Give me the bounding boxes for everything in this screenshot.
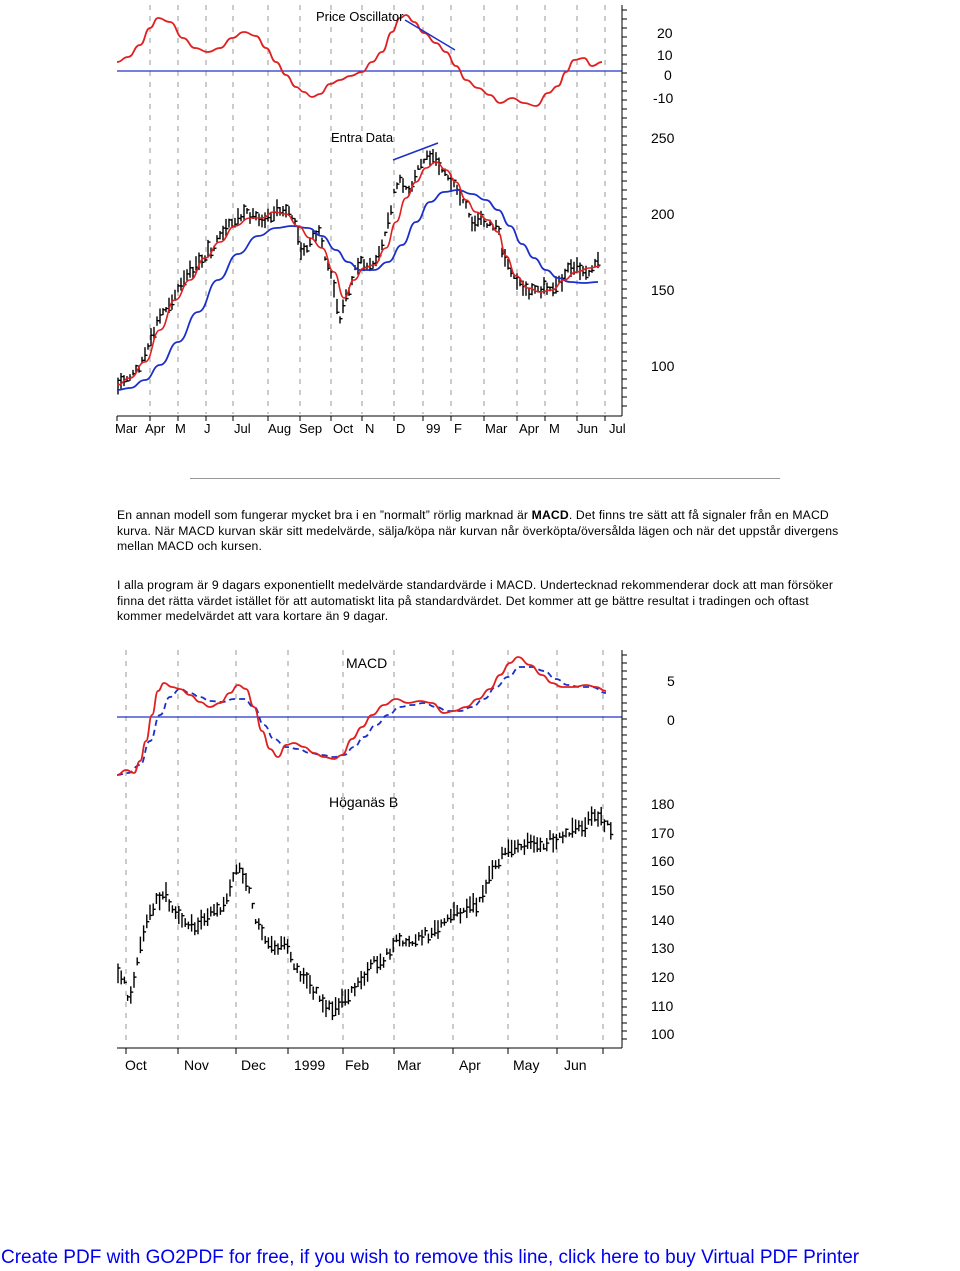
price-bar (524, 839, 527, 855)
entra-data-chart (0, 0, 960, 445)
price-bar (454, 902, 457, 921)
price-bar (160, 892, 163, 910)
price-bar (348, 989, 351, 1004)
price-bar (436, 152, 439, 166)
month-label: Oct (125, 1057, 147, 1073)
price-bar (550, 830, 553, 840)
price-bar (246, 873, 249, 891)
price-bar (322, 238, 325, 249)
price-bar (131, 986, 134, 1003)
price-bar (438, 920, 441, 939)
month-label: Jul (234, 421, 251, 436)
price-bar (368, 962, 371, 982)
price-bar (472, 217, 475, 232)
month-label: Apr (519, 421, 540, 436)
price-bar (535, 285, 538, 294)
hoganas-chart (0, 645, 960, 1080)
price-bar (195, 922, 198, 935)
price-bar (424, 159, 427, 164)
price-bar (256, 919, 259, 924)
price-bar (268, 937, 271, 949)
price-bar (568, 263, 571, 273)
price-bar (611, 822, 614, 840)
price-bar (275, 940, 278, 955)
price-bar (233, 872, 236, 882)
chart1-right-ticks (622, 10, 627, 406)
hoganas-price-panel (118, 794, 613, 1020)
price-bar (217, 902, 220, 916)
p1-text-end: . Det finns tre sätt att få signaler från en MACD kurva. När MACD kurvan skär sitt medelvärde, sälja/köpa när kurvan når överköpta/översålda lägen och när det uppstår divergens mellan MACD och kursen. (117, 508, 839, 553)
p1-bold-macd: MACD (531, 508, 569, 522)
p1-text-start: En annan modell som fungerar mycket bra i en ”normalt” rörlig marknad är (117, 508, 532, 522)
price-bar (528, 833, 531, 849)
price-bar (562, 274, 565, 292)
price-bar (547, 283, 550, 295)
month-label: J (204, 421, 211, 436)
price-bar (337, 299, 340, 314)
price-bar (385, 232, 388, 237)
price-bar (204, 913, 207, 926)
month-label: Apr (459, 1057, 481, 1073)
osc-tick-0: 0 (664, 67, 672, 83)
price-bar (435, 920, 438, 936)
price-bar (145, 347, 148, 361)
price-bar (249, 887, 252, 894)
price-bar (523, 281, 526, 296)
price-bar (577, 257, 580, 273)
price-bar (467, 899, 470, 918)
month-label: D (396, 421, 406, 436)
price-bar (486, 880, 489, 894)
price-bar (588, 812, 591, 825)
price-bar (236, 864, 239, 874)
price-bar (188, 922, 191, 930)
price-bar (163, 891, 166, 899)
price-bar (229, 219, 232, 228)
macd-title: MACD (346, 655, 388, 671)
price-bar (220, 907, 223, 915)
month-label: Jul (609, 421, 626, 436)
price-bar (487, 223, 490, 228)
chart2-month-labels (125, 1057, 587, 1073)
price-bar (358, 977, 361, 987)
month-label: Jun (564, 1057, 587, 1073)
price-bar (192, 914, 195, 931)
macd-signal-line (117, 667, 606, 775)
price-bar (252, 903, 255, 909)
hoganas-tick-140: 140 (651, 912, 675, 928)
price-bar (553, 833, 556, 852)
price-bar (118, 378, 121, 395)
price-bar (432, 928, 435, 938)
price-bar (394, 189, 397, 194)
price-bar (499, 859, 502, 869)
price-oscillator-line (117, 15, 602, 106)
oscillator-y-labels (653, 25, 673, 106)
price-bar (304, 968, 307, 984)
price-bar (521, 844, 524, 850)
price-bar (289, 206, 292, 216)
month-label: M (549, 421, 560, 436)
price-bar (473, 893, 476, 913)
price-bar (377, 956, 380, 973)
price-bar (563, 832, 566, 844)
price-bar (569, 832, 572, 836)
month-label: N (365, 421, 375, 436)
price-bar (355, 983, 358, 996)
chart1-gridlines (150, 5, 605, 414)
price-bar (332, 1001, 335, 1020)
price-bar (281, 936, 284, 950)
price-bar (241, 214, 244, 221)
price-bar (295, 218, 298, 224)
price-bar (240, 863, 243, 873)
price-bar (448, 175, 451, 180)
price-bar (483, 885, 486, 903)
price-bar (566, 828, 569, 837)
price-bar (340, 316, 343, 323)
macd-panel (117, 655, 622, 775)
pdf-footer-link[interactable]: Create PDF with GO2PDF for free, if you wish to remove this line, click here to buy Virtual PDF Printer (1, 1247, 860, 1268)
oscillator-trendline (405, 20, 455, 50)
price-bar (476, 898, 479, 917)
price-bar (592, 265, 595, 273)
price-bar (419, 932, 422, 941)
hoganas-price-bars (118, 806, 613, 1020)
month-label: Dec (241, 1057, 266, 1073)
price-bar (457, 905, 460, 917)
price-bar (529, 288, 532, 299)
price-bar (310, 975, 313, 994)
price-bar (301, 242, 304, 260)
price-bar (323, 994, 326, 1012)
price-bar (297, 963, 300, 973)
price-bar (243, 868, 246, 884)
hoganas-tick-100: 100 (651, 1026, 675, 1042)
price-bar (371, 959, 374, 969)
hoganas-y-labels (651, 796, 675, 1042)
price-bar (137, 957, 140, 965)
price-bar (496, 860, 499, 869)
price-bar (320, 996, 323, 1002)
price-bar (220, 231, 223, 239)
month-label: Feb (345, 1057, 370, 1073)
price-bar (313, 987, 316, 1000)
price-bar (384, 957, 387, 968)
price-bar (489, 866, 492, 884)
price-bar (262, 925, 265, 941)
month-label: Aug (268, 421, 292, 436)
price-bar (448, 914, 451, 921)
price-bar (319, 225, 322, 235)
price-bar (291, 952, 294, 963)
price-bar (178, 284, 181, 292)
osc-tick-10: 10 (657, 47, 673, 63)
price-bar (144, 925, 147, 941)
price-bar (595, 809, 598, 822)
price-bar (182, 913, 185, 928)
price-bar (598, 811, 601, 826)
price-bar (534, 836, 537, 853)
price-bar (418, 165, 421, 170)
price-bar (428, 934, 431, 944)
price-bar (576, 819, 579, 834)
price-bar (345, 989, 348, 1005)
price-bar (118, 964, 121, 984)
price-bar (475, 216, 478, 232)
price-bar (316, 987, 319, 994)
price-bar (361, 971, 364, 989)
price-trendline (393, 143, 438, 160)
price-bar (464, 908, 467, 913)
price-bar (163, 308, 166, 315)
price-bar (412, 941, 415, 946)
month-label: Nov (184, 1057, 209, 1073)
price-bar (406, 938, 409, 946)
hoganas-tick-110: 110 (651, 998, 674, 1014)
price-bar (403, 941, 406, 947)
price-bar (544, 844, 547, 850)
hoganas-tick-160: 160 (651, 853, 675, 869)
paragraph-macd-intro (117, 508, 847, 555)
chart1-axes (117, 5, 622, 416)
price-bar (307, 972, 310, 989)
separator-line (190, 478, 780, 479)
price-bar (585, 817, 588, 837)
price-bar (400, 933, 403, 946)
price-bar (198, 918, 201, 935)
price-bar (460, 908, 463, 924)
chart2-right-ticks (622, 655, 627, 1039)
price-bar (388, 212, 391, 228)
price-bar (583, 266, 586, 276)
price-bar (147, 915, 150, 929)
price-chart-title: Entra Data (331, 130, 394, 145)
price-bar (537, 837, 540, 852)
price-bar (187, 269, 190, 281)
price-bar (265, 936, 268, 944)
month-label: 1999 (294, 1057, 326, 1073)
price-bar (288, 939, 291, 954)
price-bar (300, 971, 303, 982)
price-bar (415, 170, 418, 182)
month-label: Mar (485, 421, 508, 436)
month-label: Oct (333, 421, 354, 436)
price-bar (150, 905, 153, 920)
price-bar (284, 937, 287, 950)
price-tick-150: 150 (651, 282, 675, 298)
osc-tick-20: 20 (657, 25, 673, 41)
price-bar (326, 1000, 329, 1017)
price-bar (444, 918, 447, 926)
price-bar (134, 972, 137, 988)
price-bar (397, 182, 400, 189)
price-bar (390, 949, 393, 960)
price-bar (604, 819, 607, 832)
hoganas-title: Höganäs B (329, 794, 399, 810)
price-bar (172, 905, 175, 913)
price-bar (422, 930, 425, 946)
price-bar (307, 245, 310, 253)
oscillator-panel (117, 9, 622, 106)
price-bar (478, 213, 481, 227)
price-bar (589, 270, 592, 277)
price-bar (547, 838, 550, 851)
price-bar (336, 997, 339, 1016)
price-bar (140, 937, 143, 954)
price-bar (502, 847, 505, 859)
price-bar (294, 964, 297, 971)
price-panel (117, 130, 601, 395)
price-bar (201, 910, 204, 930)
price-bar (166, 882, 169, 902)
hoganas-tick-170: 170 (651, 825, 675, 841)
price-bar (427, 151, 430, 160)
price-bar (441, 919, 444, 927)
price-bar (518, 840, 521, 853)
chart1-month-labels (115, 421, 626, 436)
price-bar (224, 897, 227, 912)
price-bar (227, 893, 230, 904)
price-bar (304, 243, 307, 256)
price-bar (560, 833, 563, 838)
macd-y-labels (667, 673, 675, 728)
price-bar (470, 896, 473, 913)
price-bar (339, 998, 342, 1015)
price-bar (492, 860, 495, 879)
price-bar (190, 261, 193, 278)
price-bar (579, 820, 582, 831)
price-bar (274, 206, 277, 221)
hoganas-tick-180: 180 (651, 796, 675, 812)
price-bar (508, 839, 511, 857)
month-label: Sep (299, 421, 323, 436)
price-tick-200: 200 (651, 206, 675, 222)
price-bar (208, 908, 211, 926)
price-bar (406, 186, 409, 190)
chart2-x-ticks (126, 1048, 603, 1054)
month-label: Mar (397, 1057, 422, 1073)
price-bar (480, 897, 483, 902)
month-label: Jun (577, 421, 598, 436)
price-bar (259, 214, 262, 227)
oscillator-title: Price Oscillator (316, 9, 404, 24)
price-bar (416, 934, 419, 947)
price-bar (592, 806, 595, 825)
price-bar (238, 208, 241, 224)
macd-tick-0: 0 (667, 712, 675, 728)
price-bar (364, 972, 367, 986)
price-bar (512, 840, 514, 858)
price-bar (469, 213, 472, 218)
price-y-labels (651, 130, 675, 374)
price-bar (160, 309, 163, 324)
price-bar (259, 918, 262, 929)
price-tick-100: 100 (651, 358, 675, 374)
price-bar (262, 215, 265, 228)
price-bar (409, 936, 412, 947)
hoganas-tick-150: 150 (651, 882, 675, 898)
price-bar (169, 899, 172, 911)
price-bar (608, 820, 611, 825)
price-bar (380, 954, 383, 970)
month-label: Mar (115, 421, 138, 436)
paragraph-macd-settings: I alla program är 9 dagars exponentiellt medelvärde standardvärde i MACD. Undertecknad rekommenderar dock att man försöker finna det rätta värdet istället för att automatiskt lita på standardvärdet. Det kommer att ge bättre resultat i tradingen och oftast kommer medelvärdet att vara kortare än 9 dagar. (117, 578, 834, 623)
price-bar (391, 205, 394, 215)
price-bar (214, 904, 217, 916)
month-label: 99 (426, 421, 441, 436)
osc-tick-minus10: -10 (653, 90, 674, 106)
price-bar (582, 821, 585, 837)
price-bar (403, 178, 406, 193)
price-bar (505, 848, 508, 856)
price-bar (185, 918, 188, 927)
month-label: F (454, 421, 462, 436)
price-bar (316, 230, 319, 241)
price-bar (531, 835, 534, 850)
price-bar (247, 208, 250, 214)
hoganas-tick-130: 130 (651, 940, 675, 956)
price-bar (153, 903, 156, 915)
price-bar (396, 935, 399, 943)
macd-tick-5: 5 (667, 673, 675, 689)
price-bar (179, 906, 182, 924)
price-bar (352, 986, 355, 993)
price-bar (329, 1001, 332, 1011)
hoganas-tick-120: 120 (651, 969, 675, 985)
price-bar (334, 280, 337, 298)
price-bar (156, 893, 159, 904)
price-bar (211, 907, 214, 917)
price-bar (540, 838, 543, 852)
price-bar (343, 300, 346, 314)
price-bar (556, 834, 559, 850)
price-bar (157, 316, 160, 325)
price-bar (121, 971, 124, 985)
price-bar (244, 204, 247, 220)
price-bar (515, 840, 518, 854)
month-label: May (513, 1057, 540, 1073)
price-bar (277, 199, 280, 216)
price-bar (256, 211, 259, 220)
price-bar (505, 249, 508, 267)
price-bar (496, 220, 499, 230)
price-bar (572, 818, 575, 838)
price-bar (387, 948, 390, 955)
month-label: M (175, 421, 186, 436)
price-tick-250: 250 (651, 130, 675, 146)
price-bar (278, 943, 281, 954)
price-bar (272, 936, 275, 953)
price-bar (425, 927, 428, 936)
price-bar (202, 255, 205, 268)
price-bar (230, 879, 233, 896)
price-bar (128, 995, 131, 1001)
price-bar (374, 956, 377, 963)
month-label: Apr (145, 421, 166, 436)
macd-line (117, 657, 606, 775)
price-bar (400, 175, 403, 183)
price-bar (283, 206, 286, 216)
